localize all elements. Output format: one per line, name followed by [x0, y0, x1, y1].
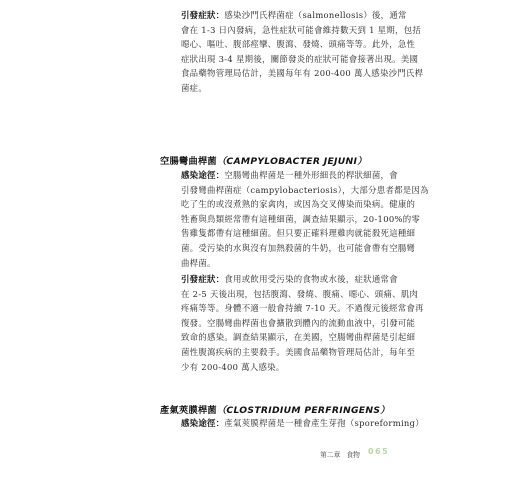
- infection-term: 感染途徑：: [181, 418, 225, 428]
- chapter-label: 第二章: [320, 451, 341, 459]
- clostridium-heading: 產氣莢膜桿菌（CLOSTRIDIUM PERFRINGENS）: [160, 405, 390, 416]
- chapter-title: 食物: [346, 451, 360, 459]
- symptoms-term: 引發症狀：: [181, 10, 225, 20]
- campylobacter-heading: 空腸彎曲桿菌（CAMPYLOBACTER JEJUNI）: [160, 156, 367, 167]
- running-footer: [320, 449, 366, 459]
- page-number: 065: [368, 447, 390, 456]
- clostridium-infection-paragraph: 感染途徑：產氣莢膜桿菌是一種會產生芽孢（sporeforming）: [181, 418, 424, 428]
- campylobacter-symptoms-paragraph: 引發症狀：食用或飲用受污染的食物或水後，症狀通常會 在 2-5 天後出現，包括腹瀉、發燒、腹痛、噁心、頭痛、肌肉 疼痛等等。身體不適一般會持續 7-10 天。不過復元後經常會再 復發。空腸彎曲桿菌也會擴散到體內的流動血液中，引發可能 致命的感染。調查結果顯示，在美國，空腸彎曲桿菌是引起細 菌性腹瀉疾病的主要殺手。美國食品藥物管理局估計，每年至 少有 200-400 萬人感染。: [181, 274, 424, 372]
- salmonella-symptoms-paragraph: 引發症狀：感染沙門氏桿菌症（salmonellosis）後，通常 會在 1-3 日內發病，急性症狀可能會維持數天到 1 星期，包括 噁心、嘔吐、腹部痙攣、腹瀉、發燒、頭痛等等。此外，急性 症狀出現 3-4 星期後，關節發炎的症狀可能會接著出現。美國 食品藥物管理局估計，美國每年有 200-400 萬人感染沙門氏桿 菌症。: [181, 10, 424, 93]
- symptoms-term: 引發症狀：: [181, 274, 225, 284]
- infection-term: 感染途徑：: [181, 170, 225, 180]
- campylobacter-infection-paragraph: 感染途徑：空腸彎曲桿菌是一種外形細長的桿狀細菌，會 引發彎曲桿菌症（campylobacteriosis），大部分患者都是因為 吃了生的或沒煮熟的家禽肉，或因為交叉傳染而染病。健康的 牲畜與鳥類經常帶有這種細菌，調查結果顯示，20-100%的零 售雞隻都帶有這種細菌。但只要正確料理雞肉就能殺死這種細 菌。受污染的水與沒有加熱殺菌的牛奶，也可能會帶有空腸彎 曲桿菌。: [181, 170, 429, 268]
